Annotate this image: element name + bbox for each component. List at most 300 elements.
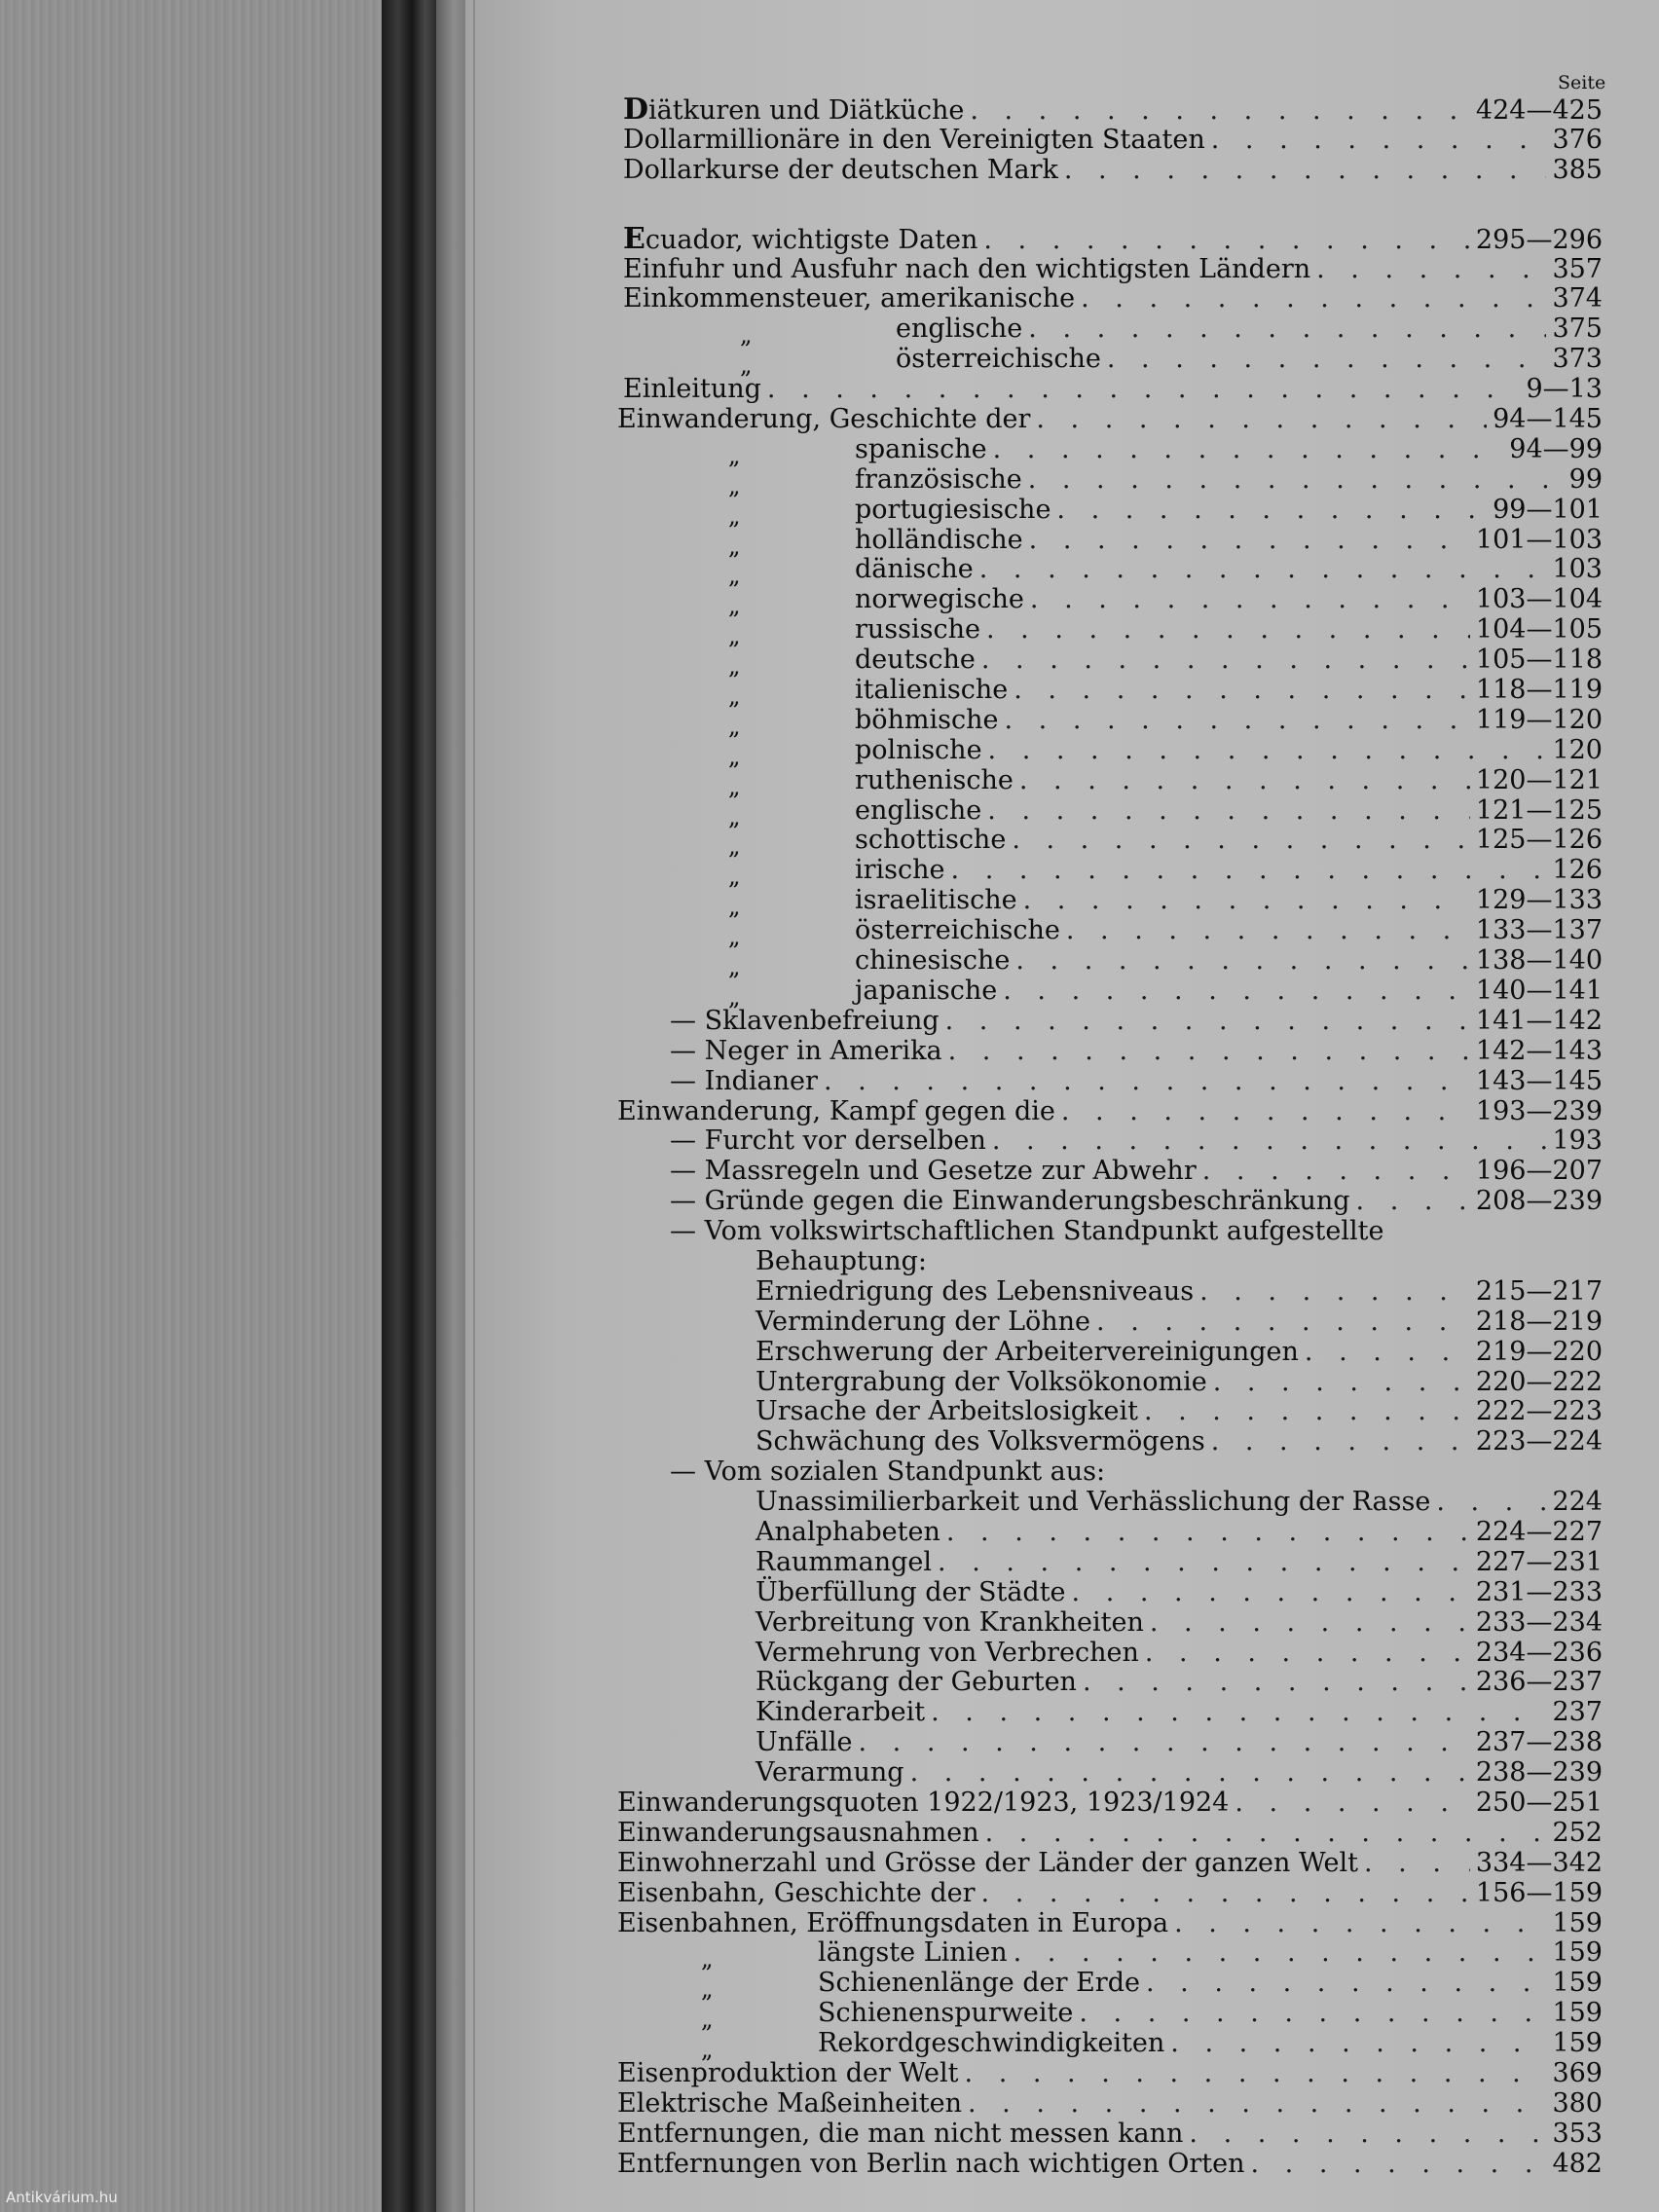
watermark: Antikvárium.hu bbox=[6, 2189, 118, 2206]
entry-label: ruthenische bbox=[855, 764, 1014, 795]
index-entry bbox=[604, 584, 1604, 620]
entry-label: Verminderung der Löhne bbox=[756, 1306, 1091, 1337]
entry-label: Erniedrigung des Lebensniveaus bbox=[756, 1275, 1195, 1307]
entry-label: portugiesische bbox=[855, 494, 1051, 525]
index-entry bbox=[604, 554, 1604, 590]
page-reference: 334—342 bbox=[1475, 1847, 1603, 1878]
entry-label: Dollarmillionäre in den Vereinigten Staaten bbox=[623, 124, 1205, 155]
ditto-mark: „ bbox=[728, 622, 741, 650]
entry-label: chinesische bbox=[855, 945, 1011, 977]
index-entry bbox=[604, 1879, 1604, 1909]
page-reference: 143—145 bbox=[1475, 1065, 1603, 1096]
entry-label: Untergrabung der Volksökonomie bbox=[756, 1366, 1207, 1397]
entry-label: Erschwerung der Arbeitervereinigungen bbox=[756, 1336, 1299, 1367]
leader-dots bbox=[970, 96, 1470, 127]
leader-dots bbox=[1189, 2120, 1546, 2150]
ditto-mark: „ bbox=[728, 471, 741, 499]
index-entry bbox=[604, 885, 1604, 921]
page-reference: 94—145 bbox=[1493, 404, 1603, 435]
page-reference: 196—207 bbox=[1475, 1156, 1603, 1187]
index-entry bbox=[604, 433, 1604, 469]
leader-dots bbox=[945, 1007, 1470, 1037]
index-entry bbox=[604, 313, 1604, 350]
ditto-mark: „ bbox=[728, 772, 741, 800]
ditto-mark: „ bbox=[728, 802, 741, 830]
index-entry bbox=[604, 1758, 1604, 1788]
leader-dots bbox=[1023, 886, 1470, 916]
index-entry bbox=[604, 156, 1604, 186]
entry-label: Vermehrung von Verbrechen bbox=[756, 1637, 1139, 1668]
page-reference: 222—223 bbox=[1475, 1396, 1603, 1427]
entry-label: spanische bbox=[855, 433, 987, 464]
entry-label: Überfüllung der Städte bbox=[756, 1576, 1066, 1607]
entry-label: englische bbox=[855, 794, 982, 826]
index-entry bbox=[604, 2150, 1604, 2180]
index-entry bbox=[604, 284, 1604, 314]
leader-dots bbox=[985, 1819, 1547, 1849]
leader-dots bbox=[1174, 1909, 1546, 1939]
entry-label: Eisenproduktion der Welt bbox=[617, 2058, 959, 2088]
entry-label: Unassimilierbarkeit und Verhässlichung der Rasse bbox=[756, 1487, 1431, 1518]
entry-label: Einwanderung, Geschichte der bbox=[617, 404, 1031, 435]
leader-dots bbox=[1005, 706, 1470, 736]
page-reference: 224—227 bbox=[1475, 1516, 1603, 1547]
leader-dots bbox=[1015, 946, 1470, 977]
index-entry bbox=[604, 1007, 1604, 1037]
index-entry bbox=[604, 1578, 1604, 1608]
index-entry bbox=[604, 2089, 1604, 2120]
page-reference: 159 bbox=[1552, 2028, 1603, 2059]
leader-dots bbox=[1061, 1097, 1470, 1127]
page-reference: 142—143 bbox=[1475, 1035, 1603, 1066]
page-reference: 231—233 bbox=[1475, 1576, 1603, 1607]
initial-letter: E bbox=[623, 221, 645, 256]
leader-dots bbox=[946, 1518, 1470, 1548]
page-reference: 138—140 bbox=[1475, 945, 1603, 977]
leader-dots bbox=[1144, 1397, 1470, 1427]
leader-dots bbox=[824, 1067, 1470, 1097]
index-entry bbox=[604, 1639, 1604, 1669]
entry-label: Einfuhr und Ausfuhr nach den wichtigsten Ländern bbox=[623, 253, 1311, 284]
leader-dots bbox=[1145, 1639, 1470, 1669]
index-entry bbox=[604, 1067, 1604, 1097]
group-gap bbox=[604, 186, 1604, 225]
entry-label: Entfernungen von Berlin nach wichtigen Orten bbox=[617, 2148, 1245, 2179]
leader-dots bbox=[1072, 1578, 1470, 1608]
entry-label: englische bbox=[896, 313, 1023, 345]
entry-label: Elektrische Maßeinheiten bbox=[617, 2087, 963, 2119]
entry-label: österreichische bbox=[855, 915, 1060, 946]
ditto-mark: „ bbox=[728, 923, 741, 951]
entry-label: deutsche bbox=[855, 645, 976, 676]
index-entry bbox=[604, 1126, 1604, 1157]
index-entry bbox=[604, 1849, 1604, 1879]
ditto-mark: „ bbox=[728, 863, 741, 891]
index-entry bbox=[604, 1788, 1604, 1819]
leader-dots bbox=[988, 736, 1547, 766]
leader-dots bbox=[981, 1879, 1470, 1909]
entry-label: — Massregeln und Gesetze zur Abwehr bbox=[670, 1156, 1197, 1187]
page-reference: 120—121 bbox=[1475, 764, 1603, 795]
leader-dots bbox=[1364, 1849, 1470, 1879]
page-reference: 234—236 bbox=[1475, 1637, 1603, 1668]
ditto-mark: „ bbox=[728, 592, 741, 620]
index-entry bbox=[604, 2120, 1604, 2150]
entry-label: Schwächung des Volksvermögens bbox=[756, 1426, 1205, 1457]
entry-label: Schienenspurweite bbox=[818, 1998, 1074, 2029]
ditto-mark: „ bbox=[740, 351, 753, 380]
entry-label: norwegische bbox=[855, 584, 1024, 615]
leader-dots bbox=[1150, 1608, 1470, 1639]
leader-dots bbox=[948, 1037, 1470, 1067]
leader-dots bbox=[858, 1728, 1469, 1758]
page-reference: 141—142 bbox=[1475, 1005, 1603, 1036]
leader-dots bbox=[1305, 1338, 1470, 1368]
leader-dots bbox=[992, 1126, 1547, 1157]
index-entry bbox=[604, 1368, 1604, 1398]
page-reference: 159 bbox=[1552, 1998, 1603, 2029]
leader-dots bbox=[1202, 1157, 1470, 1187]
index-entry bbox=[604, 2059, 1604, 2089]
leader-dots bbox=[1096, 1308, 1470, 1338]
background-surface bbox=[0, 0, 382, 2212]
index-entry bbox=[604, 1187, 1604, 1217]
entry-label: Kinderarbeit bbox=[756, 1697, 926, 1728]
entry-label: irische bbox=[855, 855, 945, 886]
leader-dots bbox=[1019, 766, 1470, 796]
ditto-mark: „ bbox=[701, 2036, 714, 2064]
index-entry bbox=[604, 1518, 1604, 1548]
page-reference: 224 bbox=[1552, 1487, 1603, 1518]
entry-label: Analphabeten bbox=[756, 1516, 940, 1547]
entry-label: — Gründe gegen die Einwanderungsbeschränkung bbox=[670, 1186, 1350, 1217]
entry-label: Rekordgeschwindigkeiten bbox=[818, 2028, 1165, 2059]
entry-label: Einwanderung, Kampf gegen die bbox=[617, 1095, 1055, 1126]
index-entry bbox=[604, 344, 1604, 380]
page-reference: 120 bbox=[1552, 734, 1603, 765]
index-entry bbox=[604, 126, 1604, 156]
initial-letter: D bbox=[623, 92, 649, 127]
page-reference: 223—224 bbox=[1475, 1426, 1603, 1457]
index-entry bbox=[604, 1548, 1604, 1578]
page-reference: 369 bbox=[1552, 2058, 1603, 2088]
ditto-mark: „ bbox=[728, 562, 741, 590]
page-reference: 252 bbox=[1552, 1817, 1603, 1848]
index-entry bbox=[604, 1488, 1604, 1518]
page-reference: 140—141 bbox=[1475, 975, 1603, 1006]
page-reference: 357 bbox=[1552, 253, 1603, 284]
ditto-mark: „ bbox=[728, 441, 741, 469]
page-reference: 193 bbox=[1552, 1125, 1603, 1157]
page-reference: 238—239 bbox=[1475, 1757, 1603, 1788]
page-reference: 119—120 bbox=[1475, 704, 1603, 735]
entry-label: schottische bbox=[855, 825, 1007, 856]
leader-dots bbox=[1251, 2150, 1547, 2180]
index-entry bbox=[604, 945, 1604, 981]
entry-label: — Vom volkswirtschaftlichen Standpunkt aufgestellte bbox=[670, 1216, 1384, 1247]
entry-label: japanische bbox=[855, 975, 998, 1006]
page-reference: 215—217 bbox=[1475, 1275, 1603, 1307]
entry-label: Einwanderungsausnahmen bbox=[617, 1817, 979, 1848]
entry-label: Rückgang der Geburten bbox=[756, 1667, 1077, 1698]
index-entry bbox=[604, 1097, 1604, 1127]
entry-label: Dollarkurse der deutschen Mark bbox=[623, 154, 1058, 185]
leader-dots bbox=[1170, 2029, 1546, 2059]
index-entry bbox=[604, 2028, 1604, 2064]
index-entry bbox=[604, 1247, 1604, 1277]
leader-dots bbox=[951, 856, 1547, 886]
entry-label: dänische bbox=[855, 554, 974, 585]
page-reference: 374 bbox=[1552, 283, 1603, 314]
entry-label: Ecuador, wichtigste Daten bbox=[623, 221, 978, 256]
index-entry bbox=[604, 1698, 1604, 1728]
entry-label: Verbreitung von Krankheiten bbox=[756, 1606, 1144, 1638]
ditto-mark: „ bbox=[740, 321, 753, 350]
index-entry bbox=[604, 1937, 1604, 1973]
page-reference: 482 bbox=[1552, 2148, 1603, 2179]
entry-label: — Neger in Amerika bbox=[670, 1035, 942, 1066]
leader-dots bbox=[931, 1698, 1546, 1728]
page-reference: 424—425 bbox=[1475, 95, 1603, 126]
page-reference: 385 bbox=[1552, 154, 1603, 185]
leader-dots bbox=[1146, 1969, 1546, 1999]
page-reference: 159 bbox=[1552, 1937, 1603, 1969]
entry-label: Schienenlänge der Erde bbox=[818, 1968, 1140, 1999]
leader-dots bbox=[1199, 1277, 1470, 1308]
leader-dots bbox=[1014, 1938, 1547, 1969]
page-reference: 375 bbox=[1552, 313, 1603, 345]
leader-dots bbox=[1064, 156, 1547, 186]
page-reference: 9—13 bbox=[1526, 374, 1603, 405]
page-reference: 99—101 bbox=[1493, 494, 1603, 525]
index-entry bbox=[604, 734, 1604, 770]
index-entry bbox=[604, 405, 1604, 435]
index-entry bbox=[604, 375, 1604, 405]
page-reference: 380 bbox=[1552, 2087, 1603, 2119]
ditto-mark: „ bbox=[728, 682, 741, 711]
entry-label: Unfälle bbox=[756, 1727, 853, 1758]
index-entry bbox=[604, 794, 1604, 830]
page-reference: 373 bbox=[1552, 344, 1603, 375]
index-entry bbox=[604, 463, 1604, 499]
ditto-mark: „ bbox=[728, 742, 741, 770]
index-entry bbox=[604, 614, 1604, 650]
leader-dots bbox=[1003, 977, 1470, 1007]
page-reference: 99 bbox=[1568, 463, 1603, 495]
page-reference: 193—239 bbox=[1475, 1095, 1603, 1126]
index-entry bbox=[604, 92, 1604, 127]
entry-label: Einwohnerzahl und Grösse der Länder der ganzen Welt bbox=[617, 1847, 1358, 1878]
page-reference: 101—103 bbox=[1475, 524, 1603, 555]
page-reference: 218—219 bbox=[1475, 1306, 1603, 1337]
page-reference: 233—234 bbox=[1475, 1606, 1603, 1638]
page-reference: 121—125 bbox=[1475, 794, 1603, 826]
ditto-mark: „ bbox=[728, 982, 741, 1011]
leader-dots bbox=[1213, 1368, 1470, 1398]
index-entry bbox=[604, 675, 1604, 711]
page-reference: 129—133 bbox=[1475, 885, 1603, 916]
page-reference: 295—296 bbox=[1475, 224, 1603, 255]
leader-dots bbox=[965, 2059, 1547, 2089]
leader-dots bbox=[1036, 405, 1487, 435]
ditto-mark: „ bbox=[728, 832, 741, 861]
leader-dots bbox=[938, 1548, 1470, 1578]
page-reference: 104—105 bbox=[1475, 614, 1603, 645]
page-column-heading: Seite bbox=[1558, 72, 1606, 93]
page-reference: 237—238 bbox=[1475, 1727, 1603, 1758]
page-reference: 156—159 bbox=[1475, 1877, 1603, 1908]
book-gutter bbox=[436, 0, 465, 2212]
leader-dots bbox=[1211, 126, 1547, 156]
page-reference: 103—104 bbox=[1475, 584, 1603, 615]
index-entry bbox=[604, 221, 1604, 256]
entry-label: — Furcht vor derselben bbox=[670, 1125, 986, 1157]
index-entry bbox=[604, 975, 1604, 1011]
index-entry bbox=[604, 1308, 1604, 1338]
page-reference: 105—118 bbox=[1475, 645, 1603, 676]
ditto-mark: „ bbox=[728, 953, 741, 981]
entry-label: Verarmung bbox=[756, 1757, 904, 1788]
ditto-mark: „ bbox=[701, 1945, 714, 1973]
entry-label: längste Linien bbox=[818, 1937, 1008, 1969]
leader-dots bbox=[1030, 585, 1470, 615]
leader-dots bbox=[1028, 465, 1564, 496]
leader-dots bbox=[968, 2089, 1546, 2120]
index-entry bbox=[604, 1968, 1604, 2004]
page-reference: 227—231 bbox=[1475, 1546, 1603, 1577]
page-reference: 94—99 bbox=[1509, 433, 1603, 464]
entry-label: böhmische bbox=[855, 704, 999, 735]
index-entry bbox=[604, 825, 1604, 861]
index-entry bbox=[604, 1909, 1604, 1939]
index-entry bbox=[604, 1217, 1604, 1247]
entry-label: holländische bbox=[855, 524, 1023, 555]
index-entry bbox=[604, 1819, 1604, 1849]
page-reference: 159 bbox=[1552, 1968, 1603, 1999]
index-entry bbox=[604, 255, 1604, 285]
entry-label: französische bbox=[855, 463, 1022, 495]
index-list bbox=[604, 92, 1604, 2180]
page-reference: 133—137 bbox=[1475, 915, 1603, 946]
entry-label: Raummangel bbox=[756, 1546, 933, 1577]
entry-label: — Sklavenbefreiung bbox=[670, 1005, 940, 1036]
leader-dots bbox=[1356, 1187, 1470, 1217]
index-entry bbox=[604, 855, 1604, 891]
page-reference: 353 bbox=[1552, 2118, 1603, 2149]
leader-dots bbox=[910, 1758, 1470, 1788]
page-edge-line bbox=[473, 0, 475, 2212]
ditto-mark: „ bbox=[728, 532, 741, 560]
leader-dots bbox=[1316, 255, 1546, 285]
leader-dots bbox=[979, 555, 1547, 585]
leader-dots bbox=[1081, 284, 1546, 314]
leader-dots bbox=[987, 796, 1470, 827]
index-entry bbox=[604, 764, 1604, 800]
entry-label: Eisenbahnen, Eröffnungsdaten in Europa bbox=[617, 1907, 1169, 1938]
ditto-mark: „ bbox=[728, 893, 741, 921]
page-reference: 376 bbox=[1552, 124, 1603, 155]
leader-dots bbox=[993, 435, 1504, 465]
ditto-mark: „ bbox=[728, 652, 741, 681]
page-reference: 220—222 bbox=[1475, 1366, 1603, 1397]
index-entry bbox=[604, 1998, 1604, 2034]
page-reference: 126 bbox=[1552, 855, 1603, 886]
entry-label: Diätkuren und Diätküche bbox=[623, 92, 965, 127]
entry-label: russische bbox=[855, 614, 980, 645]
index-entry bbox=[604, 1157, 1604, 1187]
page-reference: 103 bbox=[1552, 554, 1603, 585]
entry-label: Entfernungen, die man nicht messen kann bbox=[617, 2118, 1184, 2149]
index-entry bbox=[604, 494, 1604, 530]
index-entry bbox=[604, 645, 1604, 681]
index-entry bbox=[604, 1338, 1604, 1368]
page-reference: 250—251 bbox=[1475, 1787, 1603, 1818]
ditto-mark: „ bbox=[701, 2006, 714, 2034]
entry-label: Einkommensteuer, amerikanische bbox=[623, 283, 1076, 314]
leader-dots bbox=[1012, 826, 1470, 856]
leader-dots bbox=[1107, 345, 1547, 375]
leader-dots bbox=[767, 375, 1521, 405]
index-entry bbox=[604, 1457, 1604, 1488]
leader-dots bbox=[1235, 1788, 1470, 1819]
ditto-mark: „ bbox=[728, 712, 741, 740]
entry-label: Eisenbahn, Geschichte der bbox=[617, 1877, 976, 1908]
leader-dots bbox=[1083, 1668, 1470, 1698]
page-reference: 219—220 bbox=[1475, 1336, 1603, 1367]
page-reference: 236—237 bbox=[1475, 1667, 1603, 1698]
entry-label: Behauptung: bbox=[756, 1245, 927, 1276]
entry-label: Ursache der Arbeitslosigkeit bbox=[756, 1396, 1138, 1427]
page-reference: 208—239 bbox=[1475, 1186, 1603, 1217]
index-entry bbox=[604, 1608, 1604, 1639]
entry-label: polnische bbox=[855, 734, 982, 765]
leader-dots bbox=[1028, 314, 1546, 345]
leader-dots bbox=[1029, 526, 1470, 556]
entry-label: Einleitung bbox=[623, 374, 761, 405]
index-entry bbox=[604, 1668, 1604, 1698]
leader-dots bbox=[981, 645, 1470, 676]
page-reference: 125—126 bbox=[1475, 825, 1603, 856]
leader-dots bbox=[1014, 676, 1470, 706]
index-entry bbox=[604, 704, 1604, 740]
index-entry bbox=[604, 1427, 1604, 1457]
entry-label: italienische bbox=[855, 675, 1009, 706]
leader-dots bbox=[986, 615, 1470, 645]
index-entry bbox=[604, 1397, 1604, 1427]
ditto-mark: „ bbox=[701, 1975, 714, 2004]
entry-label: — Indianer bbox=[670, 1065, 818, 1096]
entry-label: österreichische bbox=[896, 344, 1101, 375]
index-entry bbox=[604, 915, 1604, 951]
leader-dots bbox=[1056, 496, 1487, 526]
book-spine bbox=[382, 0, 436, 2212]
page-reference: 118—119 bbox=[1475, 675, 1603, 706]
entry-label: israelitische bbox=[855, 885, 1017, 916]
page-reference: 237 bbox=[1552, 1697, 1603, 1728]
leader-dots bbox=[1211, 1427, 1470, 1457]
leader-dots bbox=[1079, 1999, 1546, 2029]
index-entry bbox=[604, 1037, 1604, 1067]
page-reference: 159 bbox=[1552, 1907, 1603, 1938]
leader-dots bbox=[1066, 916, 1470, 946]
entry-label: — Vom sozialen Standpunkt aus: bbox=[670, 1456, 1106, 1488]
leader-dots bbox=[1436, 1488, 1546, 1518]
index-entry bbox=[604, 524, 1604, 560]
ditto-mark: „ bbox=[728, 501, 741, 530]
entry-label: Einwanderungsquoten 1922/1923, 1923/1924 bbox=[617, 1787, 1230, 1818]
index-entry bbox=[604, 1728, 1604, 1758]
index-entry bbox=[604, 1277, 1604, 1308]
